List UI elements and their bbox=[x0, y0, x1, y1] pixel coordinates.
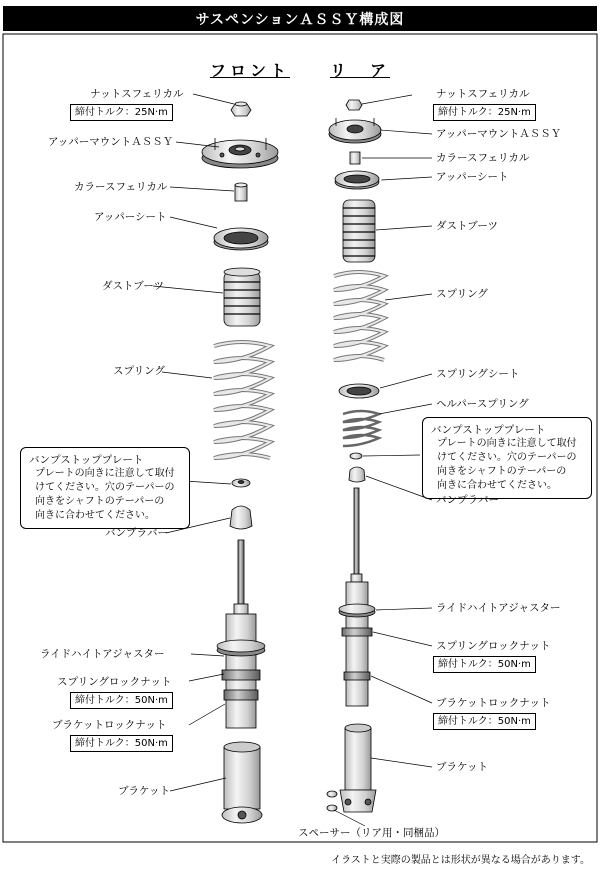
front-column-title: フロント bbox=[210, 61, 291, 80]
front-nut-torque: 締付トルク：25N·m bbox=[70, 104, 173, 121]
front-bracket-lock-torque: 締付トルク：50N·m bbox=[70, 735, 173, 752]
rear-upper-mount-label: アッパーマウントＡＳＳＹ bbox=[436, 128, 562, 140]
rear-spring-seat-part bbox=[339, 384, 379, 398]
rear-helper-spring-part bbox=[343, 411, 379, 446]
front-bump-rubber-part bbox=[230, 506, 252, 529]
front-spring-lock-label: スプリングロックナット bbox=[57, 676, 172, 688]
note-line: 向きをシャフトのテーパーの bbox=[437, 466, 567, 477]
rear-nut-torque: 締付トルク：25N·m bbox=[433, 104, 536, 121]
note-line: 向きをシャフトのテーパーの bbox=[35, 496, 165, 507]
rear-upper-seat-part bbox=[335, 171, 379, 189]
front-spring-part bbox=[214, 342, 270, 458]
rear-upper-mount-part bbox=[329, 118, 381, 143]
front-collar-part bbox=[235, 183, 247, 201]
front-shaft-part bbox=[234, 540, 248, 614]
front-damper-part bbox=[217, 614, 265, 728]
rear-bracket-label: ブラケット bbox=[436, 761, 488, 773]
front-upper-mount-part bbox=[202, 138, 278, 168]
rear-collar-part bbox=[350, 152, 360, 164]
note-line: プレートの向きに注意して取付 bbox=[35, 468, 175, 479]
front-spring-label: スプリング bbox=[113, 365, 165, 377]
rear-nut-part bbox=[346, 100, 362, 110]
rear-spacer-label: スペーサー（リア用・同梱品） bbox=[298, 827, 445, 839]
front-bracket-part bbox=[222, 742, 262, 823]
rear-column-title: リ ア bbox=[330, 61, 391, 80]
front-spring-lock-torque: 締付トルク：50N·m bbox=[70, 692, 173, 709]
rear-spring-lock-torque: 締付トルク：50N·m bbox=[433, 656, 536, 673]
rear-ride-height-label: ライドハイトアジャスター bbox=[436, 602, 561, 614]
front-bump-plate-note bbox=[20, 447, 190, 529]
header-title: サスペンションＡＳＳＹ構成図 bbox=[3, 6, 597, 31]
rear-bump-plate-part bbox=[350, 453, 362, 459]
rear-bump-plate-title: バンプストッププレート bbox=[431, 424, 546, 436]
front-collar-label: カラースフェリカル bbox=[74, 181, 168, 193]
front-bracket-lock-label: ブラケットロックナット bbox=[52, 719, 167, 731]
rear-upper-seat-label: アッパーシート bbox=[436, 171, 509, 183]
rear-dust-boots-part bbox=[343, 200, 375, 262]
rear-dust-boots-label: ダストブーツ bbox=[436, 220, 498, 232]
rear-bracket-lock-label: ブラケットロックナット bbox=[436, 697, 551, 709]
rear-bump-rubber-part bbox=[349, 467, 365, 482]
rear-bracket-lock-torque: 締付トルク：50N·m bbox=[433, 713, 536, 730]
front-bump-plate-part bbox=[232, 479, 250, 487]
rear-bump-plate-note bbox=[422, 417, 592, 499]
rear-spring-lock-label: スプリングロックナット bbox=[436, 640, 551, 652]
rear-helper-spring-label: ヘルパースプリング bbox=[436, 398, 529, 410]
rear-spacer-part bbox=[327, 791, 337, 811]
front-nut-label: ナットスフェリカル bbox=[90, 88, 184, 100]
front-nut-part bbox=[231, 102, 251, 116]
front-dust-boots-part bbox=[224, 268, 260, 326]
rear-spring-part bbox=[334, 272, 384, 360]
front-upper-seat-label: アッパーシート bbox=[94, 211, 167, 223]
front-bump-plate-title: バンプストッププレート bbox=[29, 454, 144, 466]
front-dust-boots-label: ダストブーツ bbox=[102, 280, 164, 292]
footer-disclaimer: イラストと実際の製品とは形状が異なる場合があります。 bbox=[331, 855, 590, 866]
front-bracket-label: ブラケット bbox=[118, 785, 170, 797]
front-ride-height-label: ライドハイトアジャスター bbox=[40, 648, 165, 660]
note-line: プレートの向きに注意して取付 bbox=[437, 438, 577, 449]
rear-collar-label: カラースフェリカル bbox=[436, 152, 530, 164]
rear-bracket-part bbox=[340, 724, 376, 812]
note-line: 向きに合わせてください。 bbox=[437, 480, 557, 491]
front-upper-mount-label: アッパーマウントＡＳＳＹ bbox=[48, 136, 174, 148]
note-line: けてください。穴のテーパーの bbox=[35, 482, 175, 493]
rear-damper-part bbox=[339, 582, 375, 706]
front-bump-rubber-label: バンプラバー bbox=[105, 527, 168, 539]
note-line: けてください。穴のテーパーの bbox=[437, 452, 577, 463]
rear-spring-seat-label: スプリングシート bbox=[436, 368, 520, 380]
rear-spring-label: スプリング bbox=[436, 288, 488, 300]
rear-shaft-part bbox=[351, 488, 362, 582]
rear-bump-rubber-label: バンプラバー bbox=[436, 494, 499, 506]
note-line: 向きに合わせてください。 bbox=[35, 510, 155, 521]
leader-lines bbox=[153, 94, 432, 826]
front-upper-seat-part bbox=[214, 228, 268, 250]
front-assembly bbox=[202, 102, 278, 823]
rear-nut-label: ナットスフェリカル bbox=[436, 88, 530, 100]
